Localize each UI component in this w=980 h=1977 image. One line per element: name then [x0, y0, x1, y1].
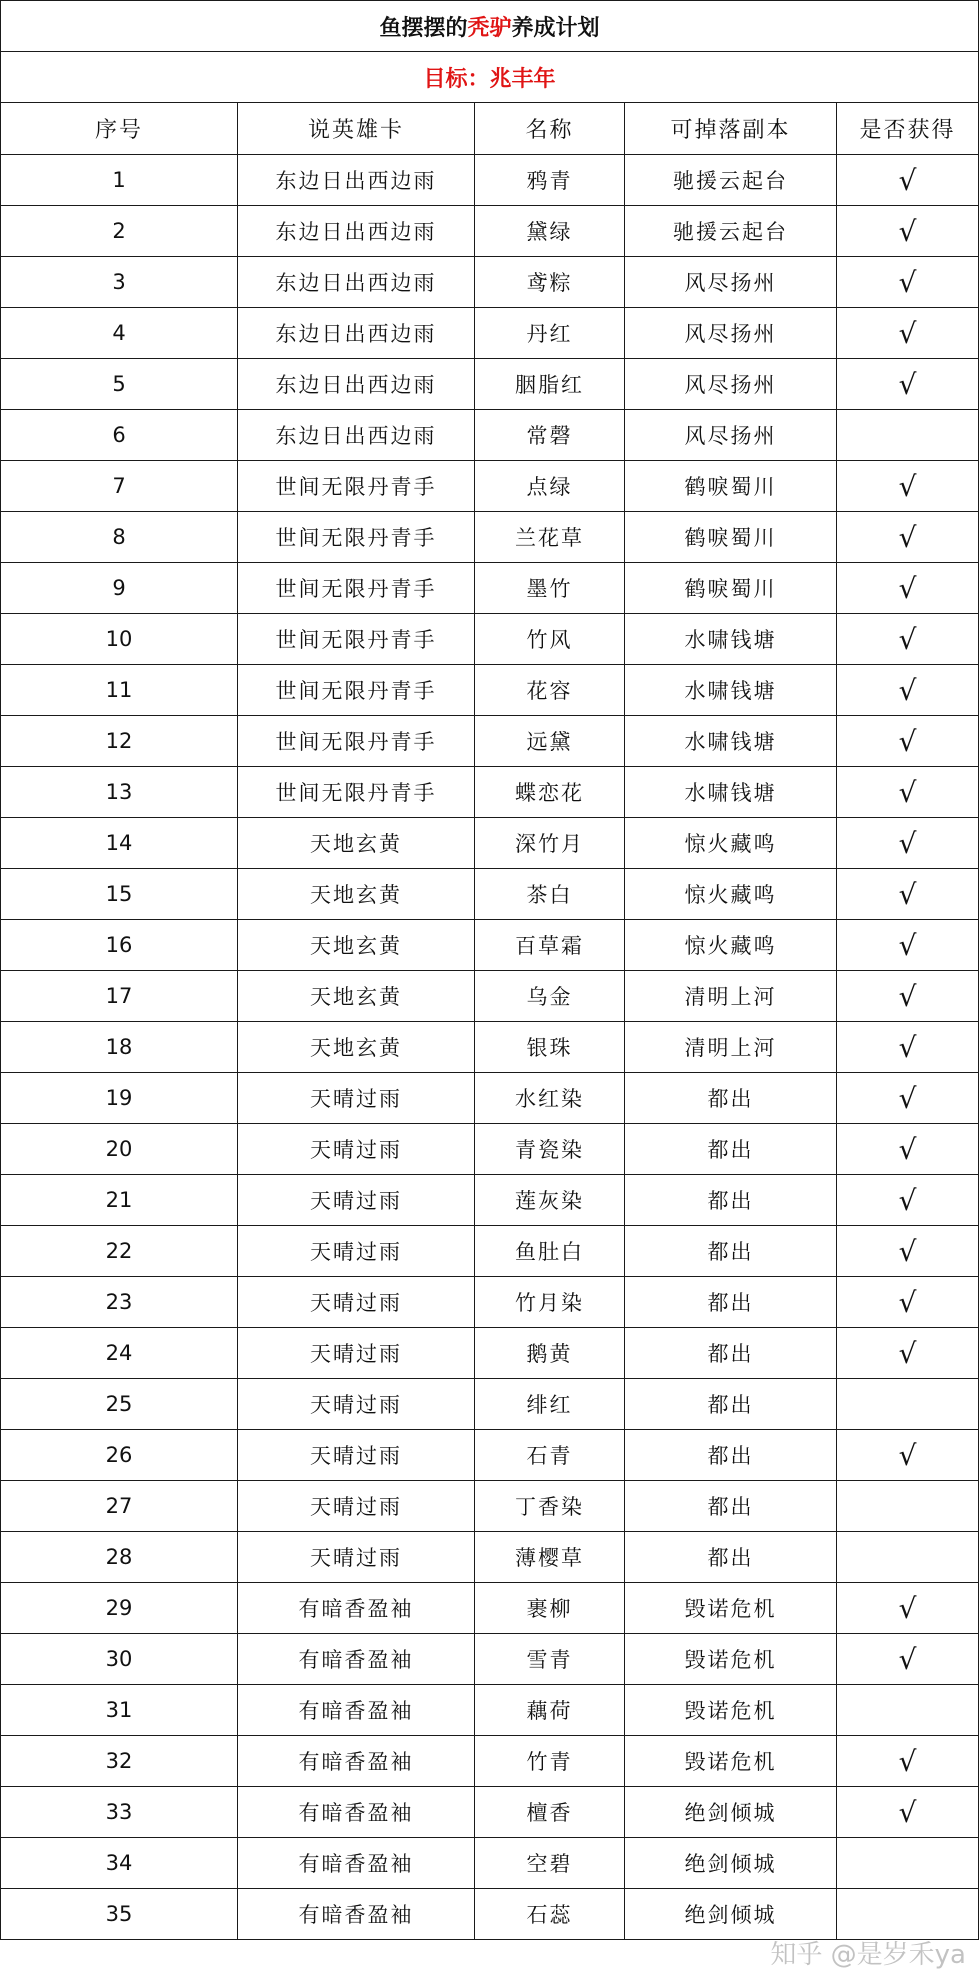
- hero-card-cell: 天地玄黄: [238, 1022, 475, 1073]
- index-cell: 31: [1, 1685, 238, 1736]
- check-mark-icon: √: [898, 1642, 917, 1676]
- index-cell: 30: [1, 1634, 238, 1685]
- check-mark-icon: √: [898, 469, 917, 503]
- header-dungeon: 可掉落副本: [625, 103, 837, 155]
- hero-card-cell: 天晴过雨: [238, 1328, 475, 1379]
- table-row: [1, 257, 979, 308]
- table-row: [1, 1736, 979, 1787]
- dungeon-cell: 都出: [625, 1481, 837, 1532]
- index-cell: 8: [1, 512, 238, 563]
- index-cell: 29: [1, 1583, 238, 1634]
- name-cell: 竹月染: [475, 1277, 625, 1328]
- hero-card-cell: 天晴过雨: [238, 1430, 475, 1481]
- title-row: [1, 1, 979, 52]
- table-row: [1, 818, 979, 869]
- dungeon-cell: 风尽扬州: [625, 359, 837, 410]
- index-cell: 4: [1, 308, 238, 359]
- hero-card-cell: 世间无限丹青手: [238, 461, 475, 512]
- index-cell: 1: [1, 155, 238, 206]
- obtained-cell: [837, 1226, 979, 1277]
- obtained-cell: [837, 920, 979, 971]
- name-cell: 檀香: [475, 1787, 625, 1838]
- check-mark-icon: √: [898, 1183, 917, 1217]
- obtained-cell: [837, 410, 979, 461]
- hero-card-cell: 世间无限丹青手: [238, 512, 475, 563]
- obtained-cell: [837, 665, 979, 716]
- dungeon-cell: 毁诺危机: [625, 1583, 837, 1634]
- name-cell: 裹柳: [475, 1583, 625, 1634]
- hero-card-cell: 世间无限丹青手: [238, 767, 475, 818]
- obtained-cell: [837, 1379, 979, 1430]
- table-row: [1, 1787, 979, 1838]
- name-cell: 远黛: [475, 716, 625, 767]
- index-cell: 27: [1, 1481, 238, 1532]
- name-cell: 青瓷染: [475, 1124, 625, 1175]
- title-suffix: 养成计划: [511, 15, 600, 41]
- hero-card-cell: 世间无限丹青手: [238, 665, 475, 716]
- check-mark-icon: √: [898, 1234, 917, 1268]
- check-mark-icon: √: [898, 877, 917, 911]
- index-cell: 26: [1, 1430, 238, 1481]
- index-cell: 23: [1, 1277, 238, 1328]
- obtained-cell: [837, 1328, 979, 1379]
- table-row: [1, 1430, 979, 1481]
- index-cell: 5: [1, 359, 238, 410]
- check-mark-icon: √: [898, 316, 917, 350]
- obtained-cell: [837, 1838, 979, 1889]
- obtained-cell: [837, 614, 979, 665]
- obtained-cell: [837, 1022, 979, 1073]
- hero-card-cell: 有暗香盈袖: [238, 1634, 475, 1685]
- check-mark-icon: √: [898, 1591, 917, 1625]
- table-row: [1, 461, 979, 512]
- obtained-cell: [837, 1124, 979, 1175]
- dungeon-cell: 都出: [625, 1073, 837, 1124]
- dungeon-cell: 绝剑倾城: [625, 1787, 837, 1838]
- table-row: [1, 1073, 979, 1124]
- obtained-cell: [837, 1685, 979, 1736]
- obtained-cell: [837, 206, 979, 257]
- dungeon-cell: 鹤唳蜀川: [625, 512, 837, 563]
- table-row: [1, 767, 979, 818]
- title-prefix: 鱼摆摆的: [379, 15, 468, 41]
- obtained-cell: [837, 359, 979, 410]
- hero-card-cell: 有暗香盈袖: [238, 1736, 475, 1787]
- name-cell: 丹红: [475, 308, 625, 359]
- name-cell: 黛绿: [475, 206, 625, 257]
- hero-card-cell: 有暗香盈袖: [238, 1583, 475, 1634]
- obtained-cell: [837, 1073, 979, 1124]
- name-cell: 百草霜: [475, 920, 625, 971]
- dungeon-cell: 毁诺危机: [625, 1736, 837, 1787]
- hero-card-cell: 天晴过雨: [238, 1277, 475, 1328]
- table-row: [1, 563, 979, 614]
- name-cell: 花容: [475, 665, 625, 716]
- index-cell: 9: [1, 563, 238, 614]
- table-row: [1, 1328, 979, 1379]
- hero-card-cell: 有暗香盈袖: [238, 1685, 475, 1736]
- table-row: [1, 1277, 979, 1328]
- obtained-cell: [837, 1583, 979, 1634]
- table-row: [1, 1889, 979, 1940]
- dungeon-cell: 都出: [625, 1175, 837, 1226]
- hero-card-cell: 天晴过雨: [238, 1175, 475, 1226]
- index-cell: 12: [1, 716, 238, 767]
- hero-card-cell: 天晴过雨: [238, 1073, 475, 1124]
- dungeon-cell: 风尽扬州: [625, 257, 837, 308]
- index-cell: 10: [1, 614, 238, 665]
- obtained-cell: [837, 818, 979, 869]
- dungeon-cell: 惊火藏鸣: [625, 869, 837, 920]
- dungeon-cell: 鹤唳蜀川: [625, 563, 837, 614]
- table-row: [1, 512, 979, 563]
- hero-card-cell: 有暗香盈袖: [238, 1787, 475, 1838]
- check-mark-icon: √: [898, 1336, 917, 1370]
- name-cell: 藕荷: [475, 1685, 625, 1736]
- name-cell: 丁香染: [475, 1481, 625, 1532]
- name-cell: 薄樱草: [475, 1532, 625, 1583]
- obtained-cell: [837, 716, 979, 767]
- dungeon-cell: 都出: [625, 1226, 837, 1277]
- name-cell: 乌金: [475, 971, 625, 1022]
- hero-card-cell: 东边日出西边雨: [238, 206, 475, 257]
- check-mark-icon: √: [898, 1438, 917, 1472]
- check-mark-icon: √: [898, 1081, 917, 1115]
- check-mark-icon: √: [898, 1744, 917, 1778]
- table-row: [1, 971, 979, 1022]
- goal-row: [1, 52, 979, 103]
- name-cell: 水红染: [475, 1073, 625, 1124]
- check-mark-icon: √: [898, 1285, 917, 1319]
- table-row: [1, 1481, 979, 1532]
- obtained-cell: [837, 1532, 979, 1583]
- hero-card-cell: 世间无限丹青手: [238, 563, 475, 614]
- name-cell: 鸦青: [475, 155, 625, 206]
- index-cell: 32: [1, 1736, 238, 1787]
- index-cell: 21: [1, 1175, 238, 1226]
- index-cell: 25: [1, 1379, 238, 1430]
- hero-card-cell: 天晴过雨: [238, 1532, 475, 1583]
- header-hero-card: 说英雄卡: [238, 103, 475, 155]
- obtained-cell: [837, 257, 979, 308]
- table-row: [1, 1532, 979, 1583]
- header-obtained: 是否获得: [837, 103, 979, 155]
- name-cell: 银珠: [475, 1022, 625, 1073]
- hero-card-cell: 天晴过雨: [238, 1379, 475, 1430]
- index-cell: 28: [1, 1532, 238, 1583]
- name-cell: 点绿: [475, 461, 625, 512]
- header-index: 序号: [1, 103, 238, 155]
- table-row: [1, 206, 979, 257]
- index-cell: 11: [1, 665, 238, 716]
- dungeon-cell: 毁诺危机: [625, 1634, 837, 1685]
- hero-card-cell: 东边日出西边雨: [238, 359, 475, 410]
- check-mark-icon: √: [898, 265, 917, 299]
- index-cell: 35: [1, 1889, 238, 1940]
- table-title: [1, 1, 979, 52]
- name-cell: 胭脂红: [475, 359, 625, 410]
- obtained-cell: [837, 1175, 979, 1226]
- hero-card-cell: 天晴过雨: [238, 1124, 475, 1175]
- hero-card-cell: 东边日出西边雨: [238, 155, 475, 206]
- table-row: [1, 1634, 979, 1685]
- name-cell: 墨竹: [475, 563, 625, 614]
- name-cell: 鱼肚白: [475, 1226, 625, 1277]
- table-row: [1, 359, 979, 410]
- check-mark-icon: √: [898, 367, 917, 401]
- table-row: [1, 614, 979, 665]
- index-cell: 24: [1, 1328, 238, 1379]
- name-cell: 鹅黄: [475, 1328, 625, 1379]
- hero-card-cell: 东边日出西边雨: [238, 308, 475, 359]
- obtained-cell: [837, 1736, 979, 1787]
- dungeon-cell: 风尽扬州: [625, 410, 837, 461]
- check-mark-icon: √: [898, 928, 917, 962]
- check-mark-icon: √: [898, 622, 917, 656]
- dungeon-cell: 驰援云起台: [625, 155, 837, 206]
- table-row: [1, 1175, 979, 1226]
- table-row: [1, 1379, 979, 1430]
- name-cell: 雪青: [475, 1634, 625, 1685]
- check-mark-icon: √: [898, 163, 917, 197]
- name-cell: 绯红: [475, 1379, 625, 1430]
- hero-card-cell: 天地玄黄: [238, 920, 475, 971]
- table-row: [1, 869, 979, 920]
- index-cell: 34: [1, 1838, 238, 1889]
- hero-card-cell: 有暗香盈袖: [238, 1889, 475, 1940]
- hero-card-cell: 世间无限丹青手: [238, 716, 475, 767]
- dungeon-cell: 毁诺危机: [625, 1685, 837, 1736]
- dungeon-cell: 水啸钱塘: [625, 767, 837, 818]
- table-row: [1, 155, 979, 206]
- hero-card-cell: 东边日出西边雨: [238, 410, 475, 461]
- header-row: [1, 103, 979, 155]
- obtained-cell: [837, 869, 979, 920]
- name-cell: 兰花草: [475, 512, 625, 563]
- name-cell: 空碧: [475, 1838, 625, 1889]
- index-cell: 2: [1, 206, 238, 257]
- obtained-cell: [837, 971, 979, 1022]
- obtained-cell: [837, 155, 979, 206]
- dungeon-cell: 都出: [625, 1124, 837, 1175]
- table-row: [1, 1022, 979, 1073]
- name-cell: 竹青: [475, 1736, 625, 1787]
- name-cell: 茶白: [475, 869, 625, 920]
- obtained-cell: [837, 1430, 979, 1481]
- index-cell: 13: [1, 767, 238, 818]
- index-cell: 22: [1, 1226, 238, 1277]
- dungeon-cell: 都出: [625, 1430, 837, 1481]
- check-mark-icon: √: [898, 520, 917, 554]
- obtained-cell: [837, 767, 979, 818]
- table-row: [1, 308, 979, 359]
- index-cell: 18: [1, 1022, 238, 1073]
- obtained-cell: [837, 1481, 979, 1532]
- dungeon-cell: 绝剑倾城: [625, 1889, 837, 1940]
- obtained-cell: [837, 1787, 979, 1838]
- obtained-cell: [837, 1634, 979, 1685]
- check-mark-icon: √: [898, 1030, 917, 1064]
- dungeon-cell: 惊火藏鸣: [625, 818, 837, 869]
- check-mark-icon: √: [898, 979, 917, 1013]
- header-name: 名称: [475, 103, 625, 155]
- obtained-cell: [837, 1889, 979, 1940]
- watermark: 知乎 @是岁禾ya: [770, 1940, 966, 1970]
- check-mark-icon: √: [898, 1795, 917, 1829]
- title-accent: 秃驴: [467, 15, 512, 41]
- table-row: [1, 1685, 979, 1736]
- obtained-cell: [837, 563, 979, 614]
- name-cell: 深竹月: [475, 818, 625, 869]
- index-cell: 3: [1, 257, 238, 308]
- dungeon-cell: 清明上河: [625, 971, 837, 1022]
- table-row: [1, 1583, 979, 1634]
- index-cell: 6: [1, 410, 238, 461]
- dungeon-cell: 驰援云起台: [625, 206, 837, 257]
- dungeon-cell: 水啸钱塘: [625, 716, 837, 767]
- index-cell: 17: [1, 971, 238, 1022]
- hero-card-cell: 天地玄黄: [238, 971, 475, 1022]
- index-cell: 15: [1, 869, 238, 920]
- check-mark-icon: √: [898, 673, 917, 707]
- table-row: [1, 1226, 979, 1277]
- table-row: [1, 1838, 979, 1889]
- check-mark-icon: √: [898, 826, 917, 860]
- dungeon-cell: 水啸钱塘: [625, 614, 837, 665]
- check-mark-icon: √: [898, 214, 917, 248]
- name-cell: 石青: [475, 1430, 625, 1481]
- index-cell: 20: [1, 1124, 238, 1175]
- check-mark-icon: √: [898, 775, 917, 809]
- obtained-cell: [837, 308, 979, 359]
- index-cell: 33: [1, 1787, 238, 1838]
- dungeon-cell: 绝剑倾城: [625, 1838, 837, 1889]
- index-cell: 14: [1, 818, 238, 869]
- obtained-cell: [837, 1277, 979, 1328]
- obtained-cell: [837, 512, 979, 563]
- hero-card-cell: 有暗香盈袖: [238, 1838, 475, 1889]
- hero-card-cell: 世间无限丹青手: [238, 614, 475, 665]
- check-mark-icon: √: [898, 571, 917, 605]
- hero-card-cell: 天晴过雨: [238, 1481, 475, 1532]
- name-cell: 竹风: [475, 614, 625, 665]
- name-cell: 常磬: [475, 410, 625, 461]
- table-row: [1, 410, 979, 461]
- table-row: [1, 716, 979, 767]
- name-cell: 蝶恋花: [475, 767, 625, 818]
- dungeon-cell: 都出: [625, 1277, 837, 1328]
- hero-card-cell: 东边日出西边雨: [238, 257, 475, 308]
- hero-card-cell: 天晴过雨: [238, 1226, 475, 1277]
- name-cell: 石蕊: [475, 1889, 625, 1940]
- index-cell: 7: [1, 461, 238, 512]
- index-cell: 16: [1, 920, 238, 971]
- obtained-cell: [837, 461, 979, 512]
- dungeon-cell: 都出: [625, 1379, 837, 1430]
- table-row: [1, 920, 979, 971]
- dungeon-cell: 水啸钱塘: [625, 665, 837, 716]
- name-cell: 鸢粽: [475, 257, 625, 308]
- check-mark-icon: √: [898, 724, 917, 758]
- dungeon-cell: 清明上河: [625, 1022, 837, 1073]
- dungeon-cell: 都出: [625, 1532, 837, 1583]
- dungeon-cell: 惊火藏鸣: [625, 920, 837, 971]
- check-mark-icon: √: [898, 1132, 917, 1166]
- goal-text: 目标：兆丰年: [1, 52, 979, 103]
- hero-card-cell: 天地玄黄: [238, 818, 475, 869]
- dungeon-cell: 都出: [625, 1328, 837, 1379]
- dungeon-cell: 鹤唳蜀川: [625, 461, 837, 512]
- index-cell: 19: [1, 1073, 238, 1124]
- table-row: [1, 1124, 979, 1175]
- table-row: [1, 665, 979, 716]
- name-cell: 莲灰染: [475, 1175, 625, 1226]
- dungeon-cell: 风尽扬州: [625, 308, 837, 359]
- hero-card-cell: 天地玄黄: [238, 869, 475, 920]
